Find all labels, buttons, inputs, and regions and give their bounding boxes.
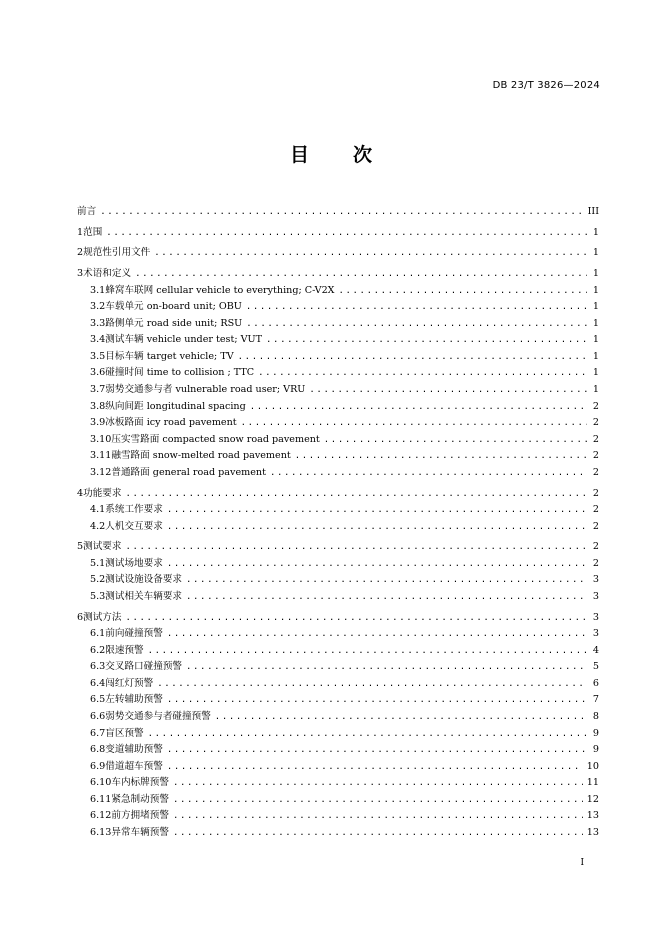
toc-entry-label: 异常车辆预警: [111, 826, 169, 838]
toc-leader-dots: [324, 435, 587, 445]
toc-entry-page: 1: [592, 334, 599, 346]
toc-entry-number: 3.4: [90, 334, 106, 346]
toc-entry-page: 1: [592, 226, 599, 238]
toc-entry-number: 3: [77, 268, 84, 280]
toc-entry[interactable]: [77, 265, 599, 282]
toc-entry-page: 4: [592, 644, 599, 656]
toc-entry-number: 5.1: [90, 557, 106, 569]
toc-leader-dots: [157, 679, 587, 689]
toc-entry[interactable]: [77, 348, 599, 365]
toc-entry-number: 5: [77, 541, 84, 553]
toc-entry[interactable]: [77, 791, 599, 808]
toc-entry[interactable]: [77, 708, 599, 725]
toc-entry-number: 6.3: [90, 661, 106, 673]
toc-entry-label: 范围: [83, 226, 103, 238]
toc-entry[interactable]: [77, 464, 599, 481]
toc-leader-dots: [309, 385, 587, 395]
toc-leader-dots: [246, 302, 587, 312]
toc-entry[interactable]: [77, 642, 599, 659]
toc-entry-label: 蜂窝车联网 cellular vehicle to everything; C-V2X: [105, 284, 335, 296]
toc-entry[interactable]: [77, 571, 599, 588]
toc-entry-number: 5.3: [90, 590, 106, 602]
toc-leader-dots: [173, 778, 583, 788]
toc-entry[interactable]: [77, 431, 599, 448]
toc-leader-dots: [173, 811, 583, 821]
toc-entry-label: 测试要求: [83, 541, 122, 553]
toc-leader-dots: [270, 468, 587, 478]
toc-entry[interactable]: [77, 774, 599, 791]
toc-leader-dots: [148, 646, 587, 656]
toc-entry[interactable]: [77, 824, 599, 841]
toc-entry-page: 13: [586, 826, 599, 838]
toc-entry-number: 6.5: [90, 694, 106, 706]
toc-entry-number: 6.10: [90, 777, 112, 789]
toc-leader-dots: [258, 368, 587, 378]
document-id: DB 23/T 3826—2024: [492, 80, 600, 91]
toc-entry-number: 2: [77, 247, 84, 259]
toc-entry-page: 9: [592, 727, 599, 739]
toc-entry-number: 3.8: [90, 400, 106, 412]
toc-entry-number: 4.2: [90, 520, 106, 532]
page-title: 目次: [289, 144, 416, 166]
page-number: I: [580, 858, 584, 868]
toc-leader-dots: [167, 505, 587, 515]
toc-entry-label: 系统工作要求: [105, 504, 163, 516]
toc-entry-page: 13: [586, 810, 599, 822]
toc-entry-label: 盲区预警: [105, 727, 144, 739]
toc-entry-page: 1: [592, 247, 599, 259]
toc-entry-page: 3: [592, 590, 599, 602]
toc-leader-dots: [167, 762, 583, 772]
toc-entry-page: 1: [592, 284, 599, 296]
toc-entry-label: 前言: [77, 206, 97, 217]
toc-entry-label: 功能要求: [83, 487, 122, 499]
toc-entry-number: 6.1: [90, 628, 106, 640]
toc-entry-number: 3.1: [90, 284, 106, 296]
toc-leader-dots: [167, 522, 587, 532]
toc-leader-dots: [186, 592, 587, 602]
toc-entry-number: 3.12: [90, 466, 112, 478]
toc-entry-label: 测试设施设备要求: [105, 574, 183, 586]
toc-entry[interactable]: [77, 658, 599, 675]
toc-leader-dots: [173, 828, 583, 838]
toc-entry-number: 6: [77, 611, 84, 623]
toc-entry-number: 3.2: [90, 301, 106, 313]
toc-entry-page: 7: [592, 694, 599, 706]
toc-leader-dots: [173, 795, 583, 805]
toc-leader-dots: [167, 629, 587, 639]
toc-entry[interactable]: [77, 282, 599, 299]
toc-entry[interactable]: [77, 807, 599, 824]
toc-entry-page: 2: [592, 450, 599, 462]
toc-entry-number: 6.7: [90, 727, 106, 739]
toc-entry-number: 6.8: [90, 744, 106, 756]
toc-leader-dots: [167, 745, 587, 755]
toc-leader-dots: [106, 228, 587, 238]
toc-entry-label: 弱势交通参与者碰撞预警: [105, 710, 211, 722]
toc-leader-dots: [148, 729, 587, 739]
toc-entry-number: 3.3: [90, 317, 106, 329]
toc-entry-label: 限速预警: [105, 644, 144, 656]
toc-entry-label: 纵向间距 longitudinal spacing: [105, 400, 246, 412]
toc-entry-number: 3.11: [90, 450, 112, 462]
toc-entry-label: 目标车辆 target vehicle; TV: [105, 350, 234, 362]
toc-leader-dots: [186, 662, 587, 672]
toc-entry-number: 6.9: [90, 760, 106, 772]
toc-entry[interactable]: [77, 518, 599, 535]
toc-entry[interactable]: [77, 485, 599, 502]
toc-entry[interactable]: [77, 398, 599, 415]
toc-entry-page: 2: [592, 541, 599, 553]
toc-entry-number: 3.7: [90, 384, 106, 396]
toc-leader-dots: [339, 286, 588, 296]
toc-entry-page: 5: [592, 661, 599, 673]
toc-entry-label: 普通路面 general road pavement: [111, 466, 266, 478]
toc-entry-page: 6: [592, 677, 599, 689]
toc-entry-label: 前方拥堵预警: [111, 810, 169, 822]
table-of-contents: [77, 203, 599, 840]
toc-entry-label: 左转辅助预警: [105, 694, 163, 706]
toc-entry-page: 2: [592, 400, 599, 412]
toc-entry-number: 6.2: [90, 644, 106, 656]
toc-entry-label: 弱势交通参与者 vulnerable road user; VRU: [105, 384, 306, 396]
toc-entry-label: 融雪路面 snow-melted road pavement: [111, 450, 291, 462]
toc-entry-label: 变道辅助预警: [105, 744, 163, 756]
toc-entry[interactable]: [77, 244, 599, 261]
toc-leader-dots: [167, 695, 587, 705]
toc-entry-label: 测试方法: [83, 611, 122, 623]
toc-entry-label: 人机交互要求: [105, 520, 163, 532]
toc-entry-label: 车内标牌预警: [111, 777, 169, 789]
toc-entry-number: 6.11: [90, 793, 112, 805]
toc-entry-page: 2: [592, 417, 599, 429]
toc-entry[interactable]: [77, 555, 599, 572]
toc-leader-dots: [250, 402, 587, 412]
toc-entry[interactable]: [77, 741, 599, 758]
toc-entry[interactable]: [77, 501, 599, 518]
toc-entry-page: 8: [592, 710, 599, 722]
toc-entry-page: 2: [592, 520, 599, 532]
toc-leader-dots: [100, 207, 583, 217]
toc-entry-label: 紧急制动预警: [111, 793, 169, 805]
toc-entry-label: 测试相关车辆要求: [105, 590, 183, 602]
toc-leader-dots: [295, 451, 587, 461]
toc-entry-label: 测试场地要求: [105, 557, 163, 569]
toc-leader-dots: [167, 559, 587, 569]
toc-entry[interactable]: [77, 538, 599, 555]
toc-leader-dots: [125, 489, 587, 499]
toc-entry-number: 3.9: [90, 417, 106, 429]
toc-leader-dots: [246, 319, 587, 329]
toc-entry-page: 1: [592, 367, 599, 379]
toc-entry[interactable]: [77, 609, 599, 626]
toc-entry[interactable]: [77, 691, 599, 708]
toc-entry-number: 3.5: [90, 350, 106, 362]
toc-entry-label: 测试车辆 vehicle under test; VUT: [105, 334, 263, 346]
toc-entry-number: 4: [77, 487, 84, 499]
toc-entry-label: 前向碰撞预警: [105, 628, 163, 640]
toc-leader-dots: [154, 248, 587, 258]
toc-entry[interactable]: [77, 224, 599, 241]
toc-entry-page: 2: [592, 557, 599, 569]
toc-entry-page: 1: [592, 384, 599, 396]
toc-entry[interactable]: [77, 725, 599, 742]
toc-leader-dots: [125, 613, 587, 623]
toc-entry[interactable]: [77, 315, 599, 332]
toc-entry-number: 5.2: [90, 574, 106, 586]
toc-entry-label: 冰板路面 icy road pavement: [105, 417, 237, 429]
toc-entry-label: 交叉路口碰撞预警: [105, 661, 183, 673]
toc-entry-number: 4.1: [90, 504, 106, 516]
toc-entry-number: 6.4: [90, 677, 106, 689]
toc-entry-page: 12: [586, 793, 599, 805]
toc-entry-page: 2: [592, 433, 599, 445]
toc-entry[interactable]: [77, 447, 599, 464]
toc-entry[interactable]: [77, 758, 599, 775]
toc-entry[interactable]: [77, 381, 599, 398]
toc-entry-page: 10: [586, 760, 599, 772]
toc-leader-dots: [135, 269, 587, 279]
toc-entry-page: 9: [592, 744, 599, 756]
toc-entry-page: III: [587, 206, 599, 217]
toc-entry-page: 3: [592, 628, 599, 640]
toc-leader-dots: [125, 542, 587, 552]
toc-entry[interactable]: [77, 331, 599, 348]
toc-entry-label: 闯红灯预警: [105, 677, 154, 689]
toc-entry-label: 压实雪路面 compacted snow road pavement: [111, 433, 320, 445]
toc-entry[interactable]: [77, 203, 599, 220]
toc-entry-label: 路侧单元 road side unit; RSU: [105, 317, 243, 329]
toc-entry-page: 11: [586, 777, 599, 789]
toc-entry-label: 碰撞时间 time to collision ; TTC: [105, 367, 255, 379]
toc-entry-page: 1: [592, 350, 599, 362]
toc-entry-page: 3: [592, 574, 599, 586]
toc-entry-label: 术语和定义: [83, 268, 132, 280]
toc-leader-dots: [266, 335, 587, 345]
toc-leader-dots: [241, 418, 587, 428]
toc-entry-page: 1: [592, 268, 599, 280]
toc-leader-dots: [215, 712, 587, 722]
toc-entry[interactable]: [77, 625, 599, 642]
toc-entry-page: 1: [592, 301, 599, 313]
toc-entry[interactable]: [77, 364, 599, 381]
toc-entry-label: 车载单元 on-board unit; OBU: [105, 301, 242, 313]
toc-entry-label: 借道超车预警: [105, 760, 163, 772]
toc-entry[interactable]: [77, 675, 599, 692]
toc-entry-number: 6.6: [90, 710, 106, 722]
toc-entry-page: 1: [592, 317, 599, 329]
toc-entry[interactable]: [77, 414, 599, 431]
toc-entry[interactable]: [77, 588, 599, 605]
toc-entry-page: 2: [592, 504, 599, 516]
toc-entry-number: 3.10: [90, 433, 112, 445]
toc-entry[interactable]: [77, 298, 599, 315]
toc-entry-label: 规范性引用文件: [83, 247, 151, 259]
toc-entry-number: 1: [77, 226, 84, 238]
toc-entry-page: 2: [592, 466, 599, 478]
toc-entry-number: 6.13: [90, 826, 112, 838]
toc-entry-page: 2: [592, 487, 599, 499]
toc-entry-page: 3: [592, 611, 599, 623]
toc-entry-number: 3.6: [90, 367, 106, 379]
toc-leader-dots: [238, 352, 587, 362]
toc-leader-dots: [186, 575, 587, 585]
toc-entry-number: 6.12: [90, 810, 112, 822]
